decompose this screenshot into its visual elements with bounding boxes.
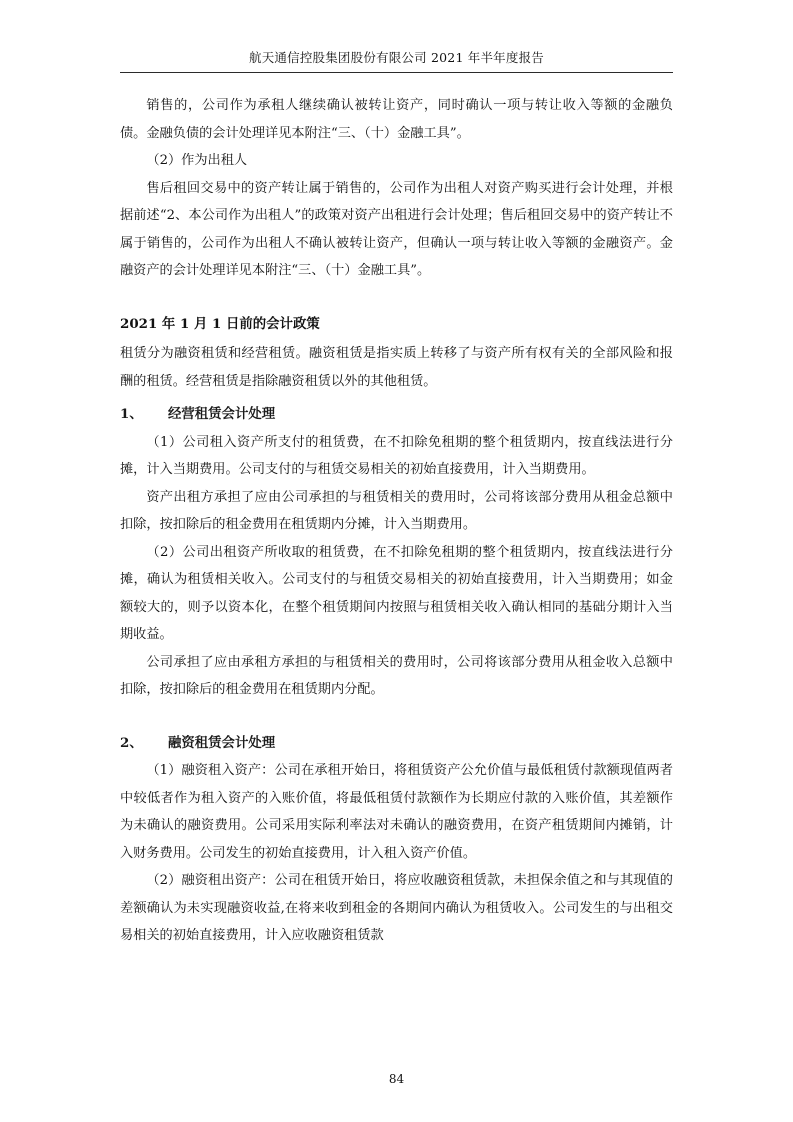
policy-heading: 2021 年 1 月 1 日前的会计政策 (120, 315, 320, 332)
list-item-1-title: 经营租赁会计处理 (168, 406, 276, 422)
paragraph-10: （2）融资租出资产：公司在租赁开始日，将应收融资租赁款，未担保余值之和与其现值的差额确认为未实现融资收益,在将来收到租金的各期间内确认为租赁收入。公司发生的与出租交易相关的初始直接费用，计入应收融资租赁款 (120, 873, 673, 943)
paragraph-2: （2）作为出租人 (146, 153, 248, 168)
list-item-1-number: 1、 (120, 406, 143, 422)
paragraph-8: 公司承担了应由承租方承担的与租赁相关的费用时，公司将该部分费用从租金收入总额中扣除，按扣除后的租金费用在租赁期内分配。 (120, 654, 673, 697)
paragraph-5: （1）公司租入资产所支付的租赁费，在不扣除免租期的整个租赁期内，按直线法进行分摊，计入当期费用。公司支付的与租赁交易相关的初始直接费用，计入当期费用。 (120, 434, 673, 477)
page-number: 84 (388, 1072, 405, 1086)
page-content (120, 92, 673, 950)
page-header: 航天通信控股集团股份有限公司 2021 年半年度报告 (249, 50, 544, 65)
paragraph-7: （2）公司出租资产所收取的租赁费，在不扣除免租期的整个租赁期内，按直线法进行分摊，确认为租赁相关收入。公司支付的与租赁交易相关的初始直接费用，计入当期费用；如金额较大的，则予以资本化，在整个租赁期间内按照与租赁相关收入确认相同的基础分期计入当期收益。 (120, 544, 673, 642)
list-item-2 (120, 730, 673, 758)
list-item-2-number: 2、 (120, 734, 143, 751)
paragraph-3: 售后租回交易中的资产转让属于销售的，公司作为出租人对资产购买进行会计处理，并根据前述“2、本公司作为出租人”的政策对资产出租进行会计处理；售后租回交易中的资产转让不属于销售的，公司作为出租人不确认被转让资产，但确认一项与转让收入等额的金融资产。金融资产的会计处理详见本附注“三、（十）金融工具”。 (120, 180, 673, 278)
paragraph-6: 资产出租方承担了应由公司承担的与租赁相关的费用时，公司将该部分费用从租金总额中扣除，按扣除后的租金费用在租赁期内分摊，计入当期费用。 (120, 489, 673, 532)
spacer (120, 704, 673, 724)
paragraph-9: （1）融资租入资产：公司在承租开始日，将租赁资产公允价值与最低租赁付款额现值两者中较低者作为租入资产的入账价值，将最低租赁付款额作为长期应付款的入账价值，其差额作为未确认的融资费用。公司采用实际利率法对未确认的融资费用，在资产租赁期间内摊销，计入财务费用。公司发生的初始直接费用，计入租入资产价值。 (120, 763, 673, 861)
header-divider (120, 72, 673, 73)
paragraph-4: 租赁分为融资租赁和经营租赁。融资租赁是指实质上转移了与资产所有权有关的全部风险和报酬的租赁。经营租赁是指除融资租赁以外的其他租赁。 (120, 346, 673, 389)
list-item-1 (120, 401, 673, 429)
paragraph-1: 销售的，公司作为承租人继续确认被转让资产，同时确认一项与转让收入等额的金融负债。金融负债的会计处理详见本附注“三、（十）金融工具”。 (120, 98, 673, 141)
list-item-2-title: 融资租赁会计处理 (168, 734, 276, 751)
